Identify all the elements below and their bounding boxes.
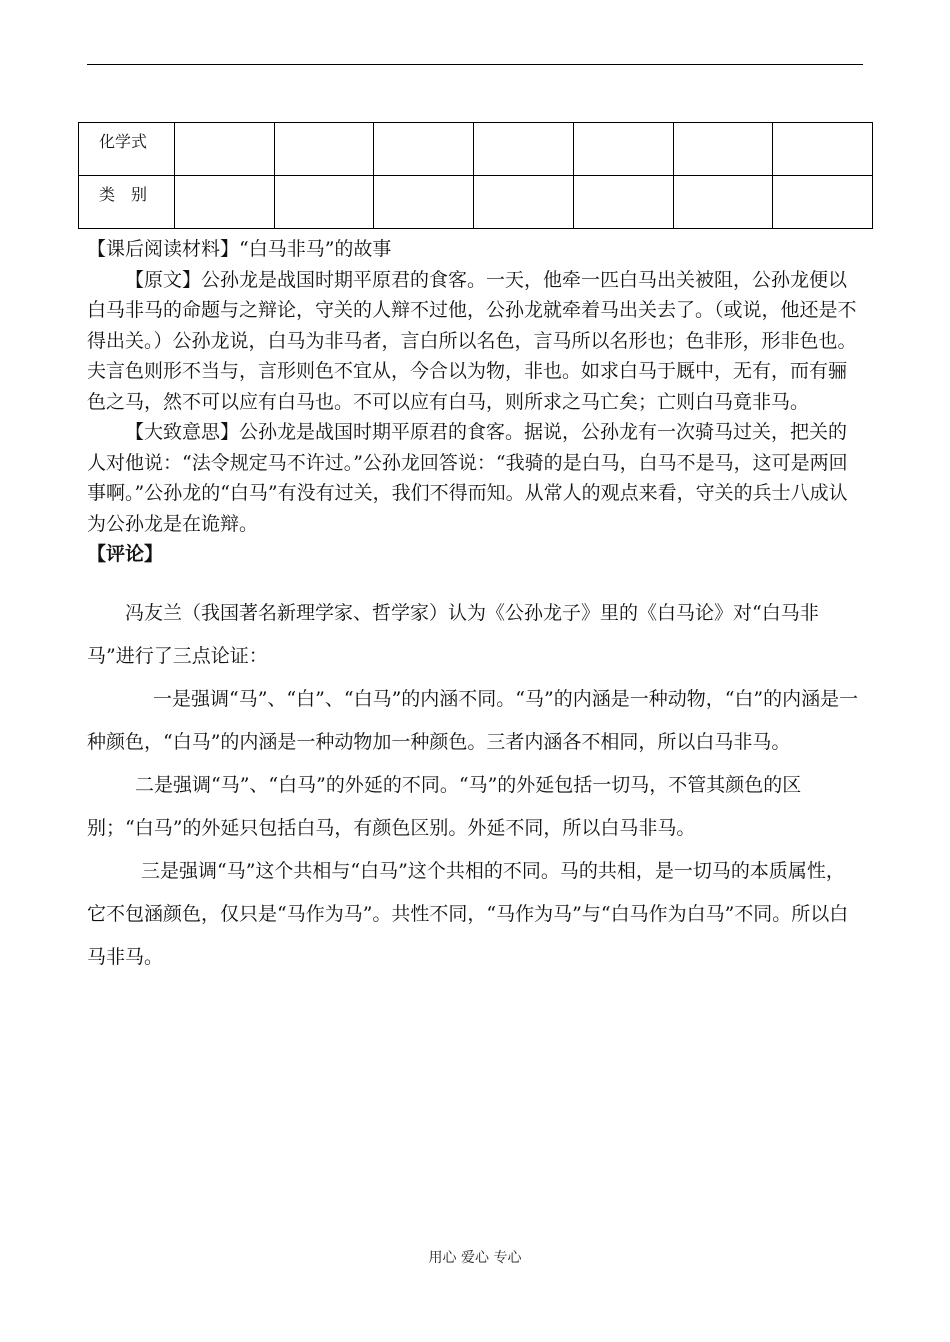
table-cell xyxy=(175,176,275,229)
formula-table xyxy=(78,122,873,229)
table-cell xyxy=(274,176,374,229)
table-cell xyxy=(673,123,773,176)
commentary-heading: 【评论】 xyxy=(87,543,164,565)
table-cell xyxy=(274,123,374,176)
table-cell xyxy=(573,123,673,176)
table-cell xyxy=(474,123,574,176)
table-cell xyxy=(374,123,474,176)
original-text: 【原文】公孙龙是战国时期平原君的食客。一天，他牵一匹白马出关被阻，公孙龙便以白马非马的命题与之辩论，守关的人辩不过他，公孙龙就牵着马出关去了。（或说，他还是不得出关。）公孙龙说，白马为非马者，言白所以名色，言马所以名形也；色非形，形非色也。夫言色则形不当与，言形则色不宜从，今合以为物，非也。如求白马于厩中，无有，而有骊色之马，然不可以应有白马也。不可以应有白马，则所求之马亡矣；亡则白马竟非马。 xyxy=(87,268,857,413)
table-cell xyxy=(773,123,873,176)
table-row xyxy=(79,176,873,229)
table-cell xyxy=(374,176,474,229)
commentary-point-1: 一是强调“马”、“白”、“白马”的内涵不同。“马”的内涵是一种动物，“白”的内涵是一种颜色，“白马”的内涵是一种动物加一种颜色。三者内涵各不相同，所以白马非马。 xyxy=(87,688,859,753)
table-cell xyxy=(474,176,574,229)
reading-heading: 【课后阅读材料】“白马非马”的故事 xyxy=(87,238,392,260)
commentary-section xyxy=(87,592,863,979)
reading-section xyxy=(87,234,863,570)
table-cell xyxy=(773,176,873,229)
table-row xyxy=(79,123,873,176)
table-cell xyxy=(673,176,773,229)
meaning-text: 【大致意思】公孙龙是战国时期平原君的食客。据说，公孙龙有一次骑马过关，把关的人对他说：“法令规定马不许过。”公孙龙回答说：“我骑的是白马，白马不是马，这可是两回事啊。”公孙龙的“白马”有没有过关，我们不得而知。从常人的观点来看，守关的兵士八成认为公孙龙是在诡辩。 xyxy=(87,421,848,535)
commentary-point-2: 二是强调“马”、“白马”的外延的不同。“马”的外延包括一切马，不管其颜色的区别；“白马”的外延只包括白马，有颜色区别。外延不同，所以白马非马。 xyxy=(87,774,802,839)
row-label: 化学式 xyxy=(79,123,175,176)
header-rule xyxy=(87,64,863,65)
commentary-intro: 冯友兰（我国著名新理学家、哲学家）认为《公孙龙子》里的《白马论》对“白马非马”进行了三点论证： xyxy=(87,602,819,667)
page-footer: 用心 爱心 专心 xyxy=(428,1250,522,1266)
commentary-point-3: 三是强调“马”这个共相与“白马”这个共相的不同。马的共相，是一切马的本质属性，它不包涵颜色，仅只是“马作为马”。共性不同，“马作为马”与“白马作为白马”不同。所以白马非马。 xyxy=(87,860,849,968)
table-cell xyxy=(573,176,673,229)
table-cell xyxy=(175,123,275,176)
row-label: 类 别 xyxy=(79,176,175,229)
